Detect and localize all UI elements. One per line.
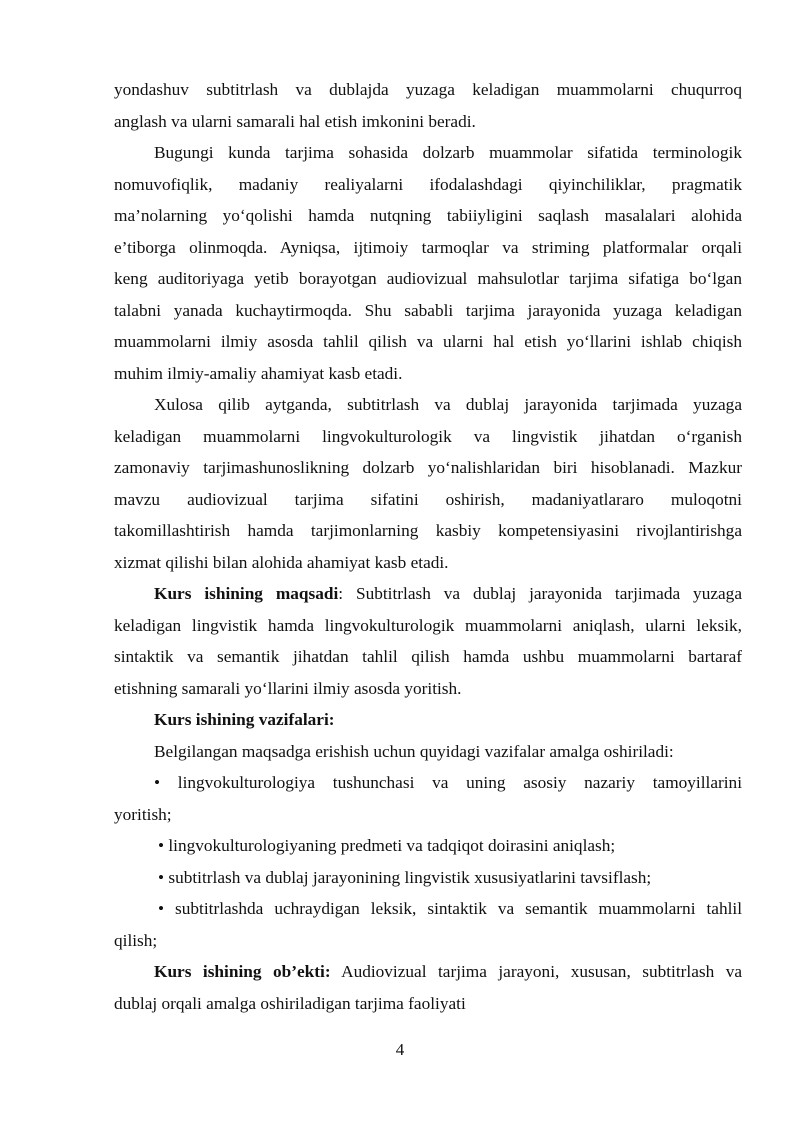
- text-line: anglash va ularni samarali hal etish imkonini beradi.: [114, 111, 476, 131]
- tasks-heading: Kurs ishining vazifalari:: [154, 710, 335, 729]
- text-line: mavzu audiovizual tarjima sifatini oshirish, madaniyatlararo muloqotni: [114, 489, 742, 509]
- task-item-continuation: qilish;: [114, 930, 158, 950]
- task-item-continuation: yoritish;: [114, 804, 172, 824]
- task-item: • lingvokulturologiya tushunchasi va uning asosiy nazariy tamoyillarini: [154, 773, 742, 792]
- goal-first-line: [114, 578, 742, 610]
- object-heading: Kurs ishining ob’ekti:: [154, 962, 331, 981]
- text-line: talabni yanada kuchaytirmoqda. Shu sababli tarjima jarayonida yuzaga keladigan: [114, 300, 742, 320]
- object-text: Audiovizual tarjima jarayoni, xususan, subtitrlash va: [330, 962, 743, 981]
- text-line: Xulosa qilib aytganda, subtitrlash va dublaj jarayonida tarjimada yuzaga: [154, 395, 742, 414]
- text-line: keng auditoriyaga yetib borayotgan audiovizual mahsulotlar tarjima sifatiga bo‘lgan: [114, 269, 742, 288]
- text-line: ma’nolarning yo‘qolishi hamda nutqning tabiiyligini saqlash masalalari alohida: [114, 206, 742, 225]
- object-first-line: [114, 956, 742, 988]
- text-line: xizmat qilishi bilan alohida ahamiyat kasb etadi.: [114, 552, 449, 572]
- page-number: 4: [395, 1040, 405, 1059]
- task-item: • subtitrlashda uchraydigan leksik, sintaktik va semantik muammolarni tahlil: [158, 899, 742, 918]
- tasks-heading-line: [114, 704, 742, 736]
- text-line: muammolarni ilmiy asosda tahlil qilish va ularni hal etish yo‘llarini ishlab chiqish: [114, 332, 742, 351]
- text-line: yondashuv subtitrlash va dublajda yuzaga keladigan muammolarni chuqurroq: [114, 80, 742, 99]
- text-line: Bugungi kunda tarjima sohasida dolzarb muammolar sifatida terminologik: [154, 143, 742, 162]
- text-line: keladigan muammolarni lingvokulturologik va lingvistik jihatdan o‘rganish: [114, 426, 742, 446]
- goal-text: : Subtitrlash va dublaj jarayonida tarjimada yuzaga: [338, 584, 742, 603]
- text-line: etishning samarali yo‘llarini ilmiy asosda yoritish.: [114, 678, 462, 698]
- text-line: nomuvofiqlik, madaniy realiyalarni ifodalashdagi qiyinchiliklar, pragmatik: [114, 174, 742, 194]
- text-line: zamonaviy tarjimashunoslikning dolzarb yo‘nalishlaridan biri hisoblanadi. Mazkur: [114, 458, 742, 477]
- goal-heading: Kurs ishining maqsadi: [154, 584, 339, 603]
- text-line: sintaktik va semantik jihatdan tahlil qilish hamda ushbu muammolarni bartaraf: [114, 647, 742, 666]
- task-item: • lingvokulturologiyaning predmeti va tadqiqot doirasini aniqlash;: [158, 836, 616, 855]
- text-line: keladigan lingvistik hamda lingvokulturologik muammolarni aniqlash, ularni leksik,: [114, 615, 742, 635]
- text-line: e’tiborga olinmoqda. Ayniqsa, ijtimoiy tarmoqlar va striming platformalar orqali: [114, 237, 742, 257]
- tasks-intro: Belgilangan maqsadga erishish uchun quyidagi vazifalar amalga oshiriladi:: [154, 741, 674, 761]
- text-line: takomillashtirish hamda tarjimonlarning kasbiy kompetensiyasini rivojlantirishga: [114, 521, 742, 540]
- text-line: muhim ilmiy-amaliy ahamiyat kasb etadi.: [114, 363, 403, 383]
- text-line: dublaj orqali amalga oshiriladigan tarjima faoliyati: [114, 993, 466, 1013]
- task-item: • subtitrlash va dublaj jarayonining lingvistik xususiyatlarini tavsiflash;: [158, 867, 652, 887]
- document-page: [114, 74, 742, 1019]
